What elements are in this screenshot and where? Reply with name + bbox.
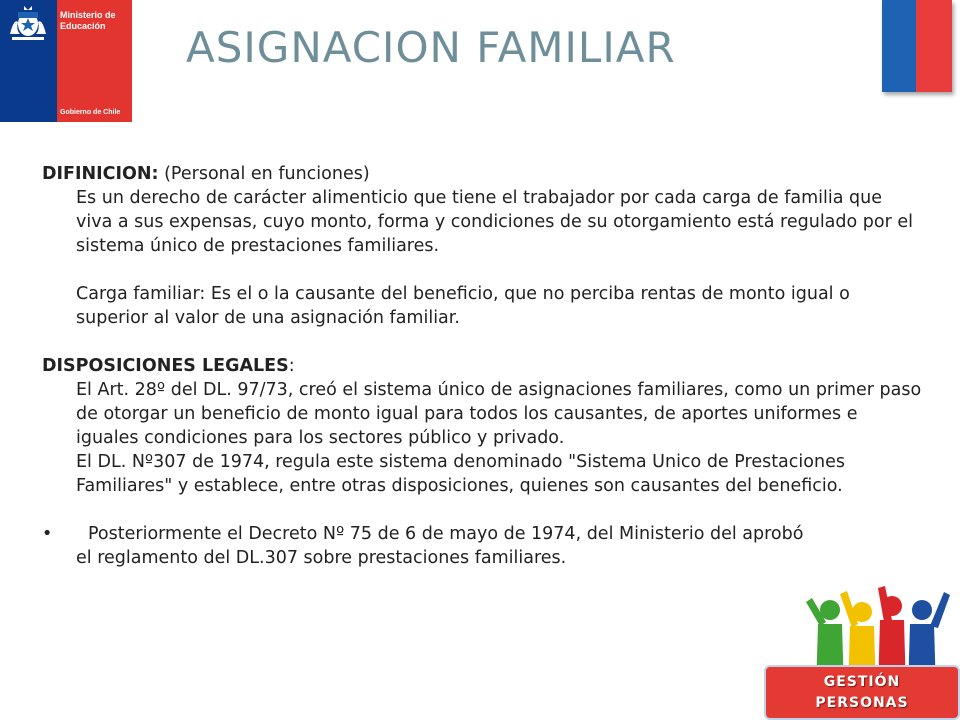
badge-line-2: PERSONAS <box>815 695 909 711</box>
disposiciones-colon: : <box>288 356 295 376</box>
logo-text-gobierno: Gobierno de Chile <box>60 109 121 116</box>
page-title: ASIGNACION FAMILIAR <box>186 23 676 72</box>
disposiciones-heading <box>42 354 922 378</box>
bullet-item <box>42 522 922 570</box>
bullet-dot: • <box>42 524 53 544</box>
logo-text-educacion: Educación <box>60 21 106 31</box>
gestion-personas-badge <box>764 665 960 720</box>
chile-coat-of-arms-icon <box>6 4 50 42</box>
definicion-label: DIFINICION: <box>42 164 159 184</box>
disposiciones-paragraph-1: El Art. 28º del DL. 97/73, creó el sistema único de asignaciones familiares, como un primer paso de otorgar un beneficio de monto igual para todos los causantes, de aportes uniformes e iguales condiciones para los sectores público y privado. <box>76 380 922 448</box>
definicion-heading <box>42 162 922 186</box>
chile-flag-icon <box>882 0 952 92</box>
disposiciones-paragraph-2: El DL. Nº307 de 1974, regula este sistema denominado "Sistema Unico de Prestaciones Familiares" y establece, entre otras disposiciones, quienes son causantes del beneficio. <box>76 452 845 496</box>
slide-body <box>42 162 922 570</box>
definicion-subtitle: (Personal en funciones) <box>158 164 370 184</box>
definicion-paragraph-1: Es un derecho de carácter alimenticio que tiene el trabajador por cada carga de familia que viva a sus expensas, cuyo monto, forma y condiciones de su otorgamiento está regulado por el sistema único de prestaciones familiares. <box>76 188 913 256</box>
bullet-paragraph: Posteriormente el Decreto Nº 75 de 6 de mayo de 1974, del Ministerio del aprobó el reglamento del DL.307 sobre prestaciones familiares. <box>76 524 804 568</box>
logo-text-ministerio: Ministerio de <box>60 10 116 20</box>
disposiciones-label: DISPOSICIONES LEGALES <box>42 356 289 376</box>
definicion-paragraph-2: Carga familiar: Es el o la causante del beneficio, que no perciba rentas de monto igual o superior al valor de una asignación familiar. <box>76 284 850 328</box>
ministry-logo <box>0 0 132 122</box>
badge-line-1: GESTIÓN <box>823 674 901 690</box>
